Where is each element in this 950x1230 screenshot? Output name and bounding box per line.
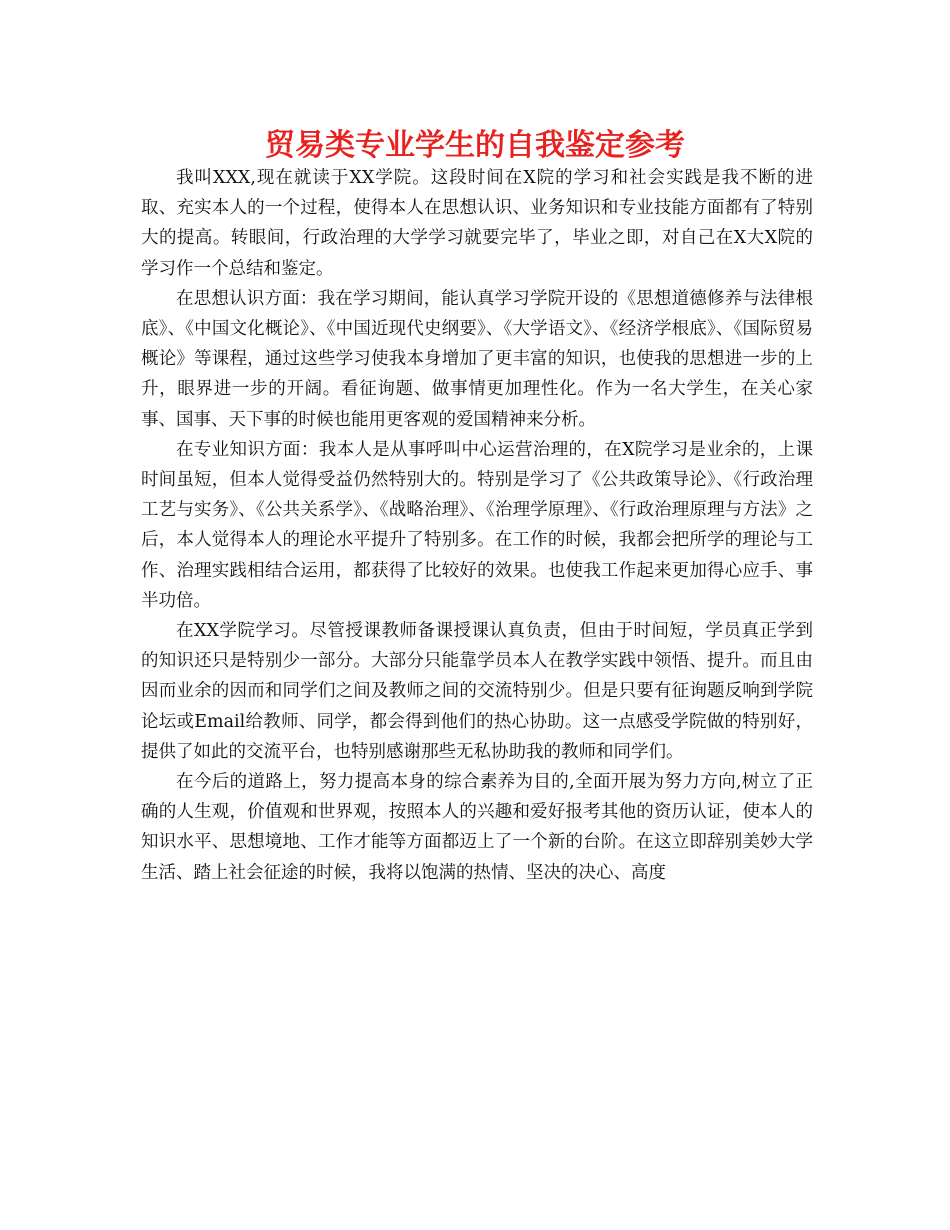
paragraph-ideology: 在思想认识方面：我在学习期间，能认真学习学院开设的《思想道德修养与法律根底》、《中国文化概论》、《中国近现代史纲要》、《大学语文》、《经济学根底》、《国际贸易概论》等课程，通过这些学习使我本身增加了更丰富的知识，也使我的思想进一步的上升，眼界进一步的开阔。看征询题、做事情更加理性化。作为一名大学生，在关心家事、国事、天下事的时候也能用更客观的爱国精神来分析。 <box>141 288 813 430</box>
paragraph-college-study: 在XX学院学习。尽管授课教师备课授课认真负责，但由于时间短，学员真正学到的知识还只是特别少一部分。大部分只能靠学员本人在教学实践中领悟、提升。而且由因而业余的因而和同学们之间及教师之间的交流特别少。但是只要有征询题反响到学院论坛或Email给教师、同学，都会得到他们的热心协助。这一点感受学院做的特别好，提供了如此的交流平台，也特别感谢那些无私协助我的教师和同学们。 <box>141 621 813 762</box>
document-body <box>141 163 813 888</box>
paragraph-intro: 我叫XXX,现在就读于XX学院。这段时间在X院的学习和社会实践是我不断的进取、充实本人的一个过程，使得本人在思想认识、业务知识和专业技能方面都有了特别大的提高。转眼间，行政治理的大学学习就要完毕了，毕业之即，对自己在X大X院的学习作一个总结和鉴定。 <box>141 168 813 279</box>
paragraph-future: 在今后的道路上，努力提高本身的综合素养为目的,全面开展为努力方向,树立了正确的人生观，价值观和世界观，按照本人的兴趣和爱好报考其他的资历认证，使本人的知识水平、思想境地、工作才能等方面都迈上了一个新的台阶。在这立即辞别美妙大学生活、踏上社会征途的时候，我将以饱满的热情、坚决的决心、高度 <box>141 772 813 883</box>
paragraph-professional-knowledge: 在专业知识方面：我本人是从事呼叫中心运营治理的，在X院学习是业余的，上课时间虽短，但本人觉得受益仍然特别大的。特别是学习了《公共政策导论》、《行政治理工艺与实务》、《公共关系学》、《战略治理》、《治理学原理》、《行政治理原理与方法》之后，本人觉得本人的理论水平提升了特别多。在工作的时候，我都会把所学的理论与工作、治理实践相结合运用，都获得了比较好的效果。也使我工作起来更加得心应手、事半功倍。 <box>141 439 813 611</box>
document-title: 贸易类专业学生的自我鉴定参考 <box>265 128 685 163</box>
